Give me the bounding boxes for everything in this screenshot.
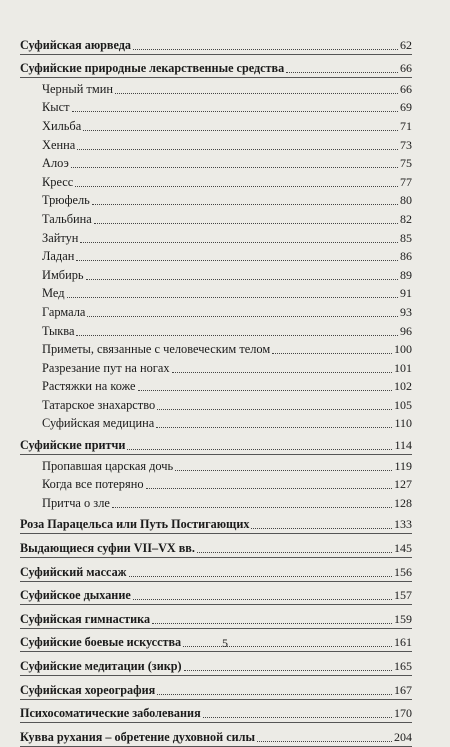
- toc-dot-leader: [184, 669, 392, 671]
- toc-entry-page-number: 66: [400, 81, 412, 96]
- toc-entry-title: Суфийская гимнастика: [20, 611, 151, 626]
- section-rule: [20, 651, 412, 652]
- toc-entry-title: Тальбина: [42, 211, 92, 226]
- toc-dot-leader: [80, 241, 398, 243]
- toc-entry-title: Суфийская аюрведа: [20, 37, 132, 52]
- toc-entry-title: Когда все потеряно: [42, 477, 144, 492]
- toc-entry-page-number: 85: [400, 230, 412, 245]
- toc-dot-leader: [146, 487, 392, 489]
- toc-dot-leader: [87, 315, 398, 317]
- toc-subsection-entry: [20, 246, 412, 265]
- toc-dot-leader: [175, 469, 392, 471]
- toc-entry-title: Татарское знахарство: [42, 397, 156, 412]
- toc-dot-leader: [92, 203, 398, 205]
- toc-entry-title: Мед: [42, 286, 65, 301]
- toc-dot-leader: [203, 716, 392, 718]
- toc-dot-leader: [86, 278, 398, 280]
- toc-entry-page-number: 165: [394, 659, 412, 673]
- toc-subsection-entry: [20, 357, 412, 376]
- toc-section-entry: [20, 434, 412, 453]
- toc-entry-page-number: 114: [394, 438, 412, 453]
- toc-entry-title: Зайтун: [42, 230, 79, 245]
- toc-subsection-entry: [20, 320, 412, 339]
- toc-dot-leader: [83, 129, 398, 131]
- toc-entry-page-number: 204: [394, 729, 412, 744]
- toc-entry-page-number: 96: [400, 323, 412, 338]
- toc-entry-title: Суфийские боевые искусства: [20, 635, 182, 650]
- toc-entry-page-number: 73: [400, 137, 412, 152]
- toc-entry-title: Кыст: [42, 100, 70, 115]
- section-rule: [20, 581, 412, 582]
- toc-entry-page-number: 119: [394, 458, 412, 473]
- toc-entry-page-number: 145: [394, 541, 412, 556]
- toc-dot-leader: [94, 222, 398, 224]
- toc-dot-leader: [157, 693, 392, 695]
- toc-entry-page-number: 159: [394, 611, 412, 626]
- toc-entry-title: Растяжки на коже: [42, 379, 136, 394]
- toc-entry-title: Роза Парацельса или Путь Постигающих: [20, 517, 250, 532]
- toc-dot-leader: [129, 575, 393, 577]
- section-rule: [20, 675, 412, 676]
- toc-entry-page-number: 71: [400, 118, 412, 133]
- toc-dot-leader: [157, 408, 392, 410]
- toc-subsection-entry: [20, 394, 412, 413]
- toc-section-entry: [20, 679, 412, 698]
- toc-dot-leader: [197, 551, 392, 553]
- toc-entry-page-number: 133: [394, 517, 412, 532]
- toc-entry-page-number: 82: [400, 211, 412, 226]
- toc-entry-title: Суфийские природные лекарственные средства: [20, 61, 285, 76]
- toc-entry-page-number: 156: [394, 564, 412, 579]
- toc-subsection-entry: [20, 190, 412, 209]
- toc-entry-title: Трюфель: [42, 193, 90, 208]
- toc-section-entry: [20, 608, 412, 627]
- toc-entry-page-number: 170: [394, 706, 412, 721]
- toc-dot-leader: [133, 48, 398, 50]
- toc-section-entry: [20, 703, 412, 722]
- section-rule: [20, 699, 412, 700]
- toc-entry-page-number: 161: [394, 635, 412, 650]
- toc-entry-page-number: 100: [394, 342, 412, 357]
- toc-entry-page-number: 89: [400, 267, 412, 282]
- toc-entry-title: Суфийская медицина: [42, 416, 155, 431]
- toc-dot-leader: [76, 334, 398, 336]
- toc-dot-leader: [156, 426, 392, 428]
- toc-entry-page-number: 127: [394, 477, 412, 492]
- section-rule: [20, 628, 412, 629]
- toc-subsection-entry: [20, 283, 412, 302]
- toc-subsection-entry: [20, 78, 412, 97]
- section-rule: [20, 557, 412, 558]
- toc-entry-page-number: 101: [394, 360, 412, 375]
- toc-dot-leader: [115, 92, 398, 94]
- toc-dot-leader: [112, 506, 392, 508]
- toc-entry-page-number: 105: [394, 397, 412, 412]
- toc-entry-title: Приметы, связанные с человеческим телом: [42, 342, 271, 357]
- toc-dot-leader: [76, 259, 398, 261]
- toc-dot-leader: [71, 166, 398, 168]
- toc-dot-leader: [286, 71, 398, 73]
- toc-entry-page-number: 167: [394, 682, 412, 697]
- toc-entry-title: Черный тмин: [42, 81, 113, 96]
- toc-entry-page-number: 91: [400, 286, 412, 301]
- toc-section-entry: [20, 655, 412, 674]
- toc-subsection-entry: [20, 134, 412, 153]
- toc-entry-title: Кресс: [42, 174, 74, 189]
- toc-entry-title: Гармала: [42, 304, 86, 319]
- toc-entry-page-number: 75: [400, 156, 412, 171]
- toc-section-entry: [20, 585, 412, 604]
- toc-entry-title: Выдающиеся суфии VII–VX вв.: [20, 541, 195, 556]
- toc-subsection-entry: [20, 208, 412, 227]
- toc-subsection-entry: [20, 301, 412, 320]
- toc-dot-leader: [77, 148, 398, 150]
- toc-entry-title: Суфийский массаж: [20, 564, 127, 579]
- toc-entry-page-number: 69: [400, 100, 412, 115]
- toc-entry-title: Суфийская хореография: [20, 682, 156, 697]
- toc-dot-leader: [251, 527, 392, 529]
- toc-entry-title: Хильба: [42, 118, 82, 133]
- toc-entry-title: Суфийские притчи: [20, 438, 126, 453]
- toc-entry-title: Хенна: [42, 137, 76, 152]
- toc-subsection-entry: [20, 474, 412, 493]
- toc-section-entry: [20, 561, 412, 580]
- toc-entry-title: Кувва рухания – обретение духовной силы: [20, 729, 255, 744]
- toc-subsection-entry: [20, 264, 412, 283]
- toc-subsection-entry: [20, 227, 412, 246]
- toc-subsection-entry: [20, 492, 412, 511]
- toc-subsection-entry: [20, 413, 412, 432]
- toc-entry-title: Ладан: [42, 249, 75, 264]
- toc-dot-leader: [127, 448, 392, 450]
- toc-subsection-entry: [20, 153, 412, 172]
- toc-entry-title: Притча о зле: [42, 495, 110, 510]
- toc-subsection-entry: [20, 115, 412, 134]
- toc-entry-title: Алоэ: [42, 156, 69, 171]
- toc-subsection-entry: [20, 339, 412, 358]
- toc-entry-page-number: 62: [400, 37, 412, 52]
- toc-section-entry: [20, 514, 412, 533]
- toc-entry-title: Тыква: [42, 323, 75, 338]
- toc-entry-page-number: 77: [400, 174, 412, 189]
- toc-section-entry: [20, 34, 412, 53]
- toc-dot-leader: [138, 389, 392, 391]
- section-rule: [20, 533, 412, 534]
- toc-entry-page-number: 93: [400, 304, 412, 319]
- toc-dot-leader: [257, 740, 392, 742]
- toc-dot-leader: [152, 622, 392, 624]
- toc-subsection-entry: [20, 376, 412, 395]
- page-number: 5: [222, 636, 228, 650]
- toc-section-entry: [20, 58, 412, 77]
- toc-entry-page-number: 110: [394, 416, 412, 431]
- toc-dot-leader: [67, 296, 399, 298]
- toc-entry-page-number: 128: [394, 495, 412, 510]
- toc-subsection-entry: [20, 455, 412, 474]
- toc-dot-leader: [272, 352, 392, 354]
- section-rule: [20, 604, 412, 605]
- toc-entry-page-number: 66: [400, 61, 412, 76]
- toc-dot-leader: [72, 110, 398, 112]
- toc-entry-page-number: 102: [394, 379, 412, 394]
- toc-entry-page-number: 80: [400, 193, 412, 208]
- section-rule: [20, 722, 412, 723]
- toc-entry-title: Суфийские медитации (зикр): [20, 659, 182, 673]
- toc-entry-title: Психосоматические заболевания: [20, 706, 201, 721]
- toc-section-entry: [20, 537, 412, 556]
- toc-dot-leader: [133, 598, 392, 600]
- toc-entry-title: Разрезание пут на ногах: [42, 360, 170, 375]
- toc-dot-leader: [75, 185, 398, 187]
- toc-subsection-entry: [20, 171, 412, 190]
- toc-entry-title: Имбирь: [42, 267, 84, 282]
- toc-subsection-entry: [20, 97, 412, 116]
- toc-entry-title: Суфийское дыхание: [20, 588, 131, 603]
- toc-section-entry: [20, 726, 412, 745]
- toc-entry-page-number: 86: [400, 249, 412, 264]
- toc-dot-leader: [172, 371, 392, 373]
- toc-entry-title: Пропавшая царская дочь: [42, 458, 174, 473]
- section-rule: [20, 54, 412, 55]
- toc-entry-page-number: 157: [394, 588, 412, 603]
